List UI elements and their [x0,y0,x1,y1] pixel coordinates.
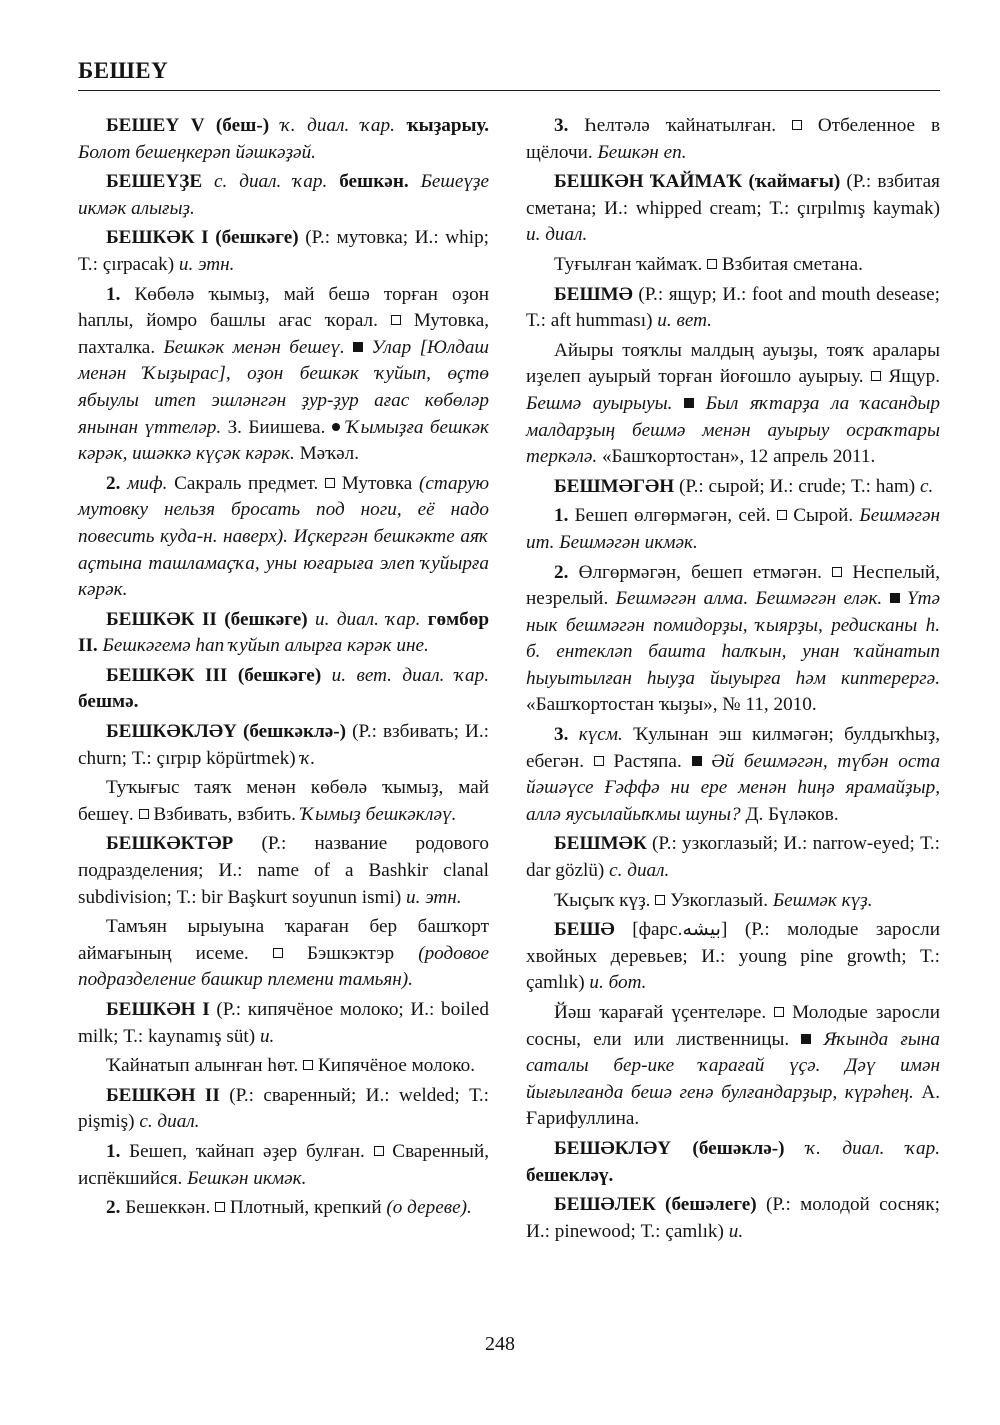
sense-2 [78,1195,489,1222]
example: Бешмәк күҙ. [772,889,873,911]
translation: Узкоглазый. [670,889,769,911]
sense-1 [526,503,940,556]
open-square-icon [139,809,149,819]
definition: Туҡығыс таяҡ менән көбөлә ҡымыҙ, май бешеү. [78,777,489,825]
translations: (Р.: ящур; И.: foot and mouth desease; Т.: aft humması) [526,283,940,332]
example: Бешмәгән алма. Бешмәгән еләк. [615,588,883,610]
translation-note: (родовое подразделение башкир племени тамьян). [78,942,490,991]
example: Болот бешеңкерәп йәшкәҙәй. [78,141,316,163]
translations: (Р.: взбитая сметана; И.: whipped cream; Т.: çırpılmış kaymak) [526,171,941,219]
translation: Кипячёное молоко. [317,1055,476,1077]
sense [526,1000,940,1133]
grammar-label: и. этн. [178,253,235,275]
translation: Мутовка, пахталка. [78,310,490,358]
left-column [78,113,489,1225]
translations: (Р.: название родового подразделения; И.: name of a Bashkir clanal subdivision; Т.: bir Başkurt soyunun ismi) [78,833,490,908]
translation: Бэшкэктэр [306,942,395,964]
sense [78,914,489,994]
open-square-icon [774,1007,784,1017]
entry-beshelek [526,1192,940,1245]
entry-beshmek [526,831,940,884]
headword: БЕШКӘК II (бешкәге) [106,608,308,630]
sense-2 [78,471,489,604]
cross-reference: бешекләү. [526,1164,614,1186]
translation: Мутовка [341,472,413,494]
entry-beshkeklev [78,719,489,772]
translation: Молодые заросли сосны, ели или лиственницы. [526,1002,940,1050]
bullet-icon [332,423,340,431]
open-square-icon [594,756,604,766]
grammar-label: и. этн. [406,886,462,908]
headword: БЕШКӘН I [106,999,210,1020]
sense-number: 1. [106,1140,121,1162]
sense-2 [526,560,940,720]
sense-1 [78,1139,489,1192]
entry-beshken-kaymak [526,169,940,249]
grammar-label: и. вет. диал. ҡар. [331,664,489,686]
translations: ] (Р.: молодые заросли хвойных деревьев; И.: young pine growth; Т.: çamlık) [526,919,941,994]
sense-number: 2. [106,472,121,494]
example: Бешкәгемә һап ҡуйып алырға кәрәк ине. [102,635,429,657]
definition: Ҡыҫыҡ күҙ. [554,889,651,911]
translation: Растяпа. [613,750,682,772]
header-rule [78,90,940,91]
grammar-label: ҡ. диал. ҡар. [280,115,395,136]
example: Бешкән икмәк. [187,1167,307,1189]
translations: (Р.: узкоглазый; И.: narrow-eyed; Т.: dar gözlü) [526,833,940,882]
sense [78,1053,489,1080]
open-square-icon [832,567,842,577]
definition: Тамъян ырыуына ҡараған бер башҡорт аймағының исеме. [78,916,489,964]
headword: БЕШӘ [554,919,615,941]
translation: Неспелый, незрелый. [526,561,940,610]
cross-reference: бешмә. [78,691,139,713]
sense [526,338,940,471]
translation-note: (старую мутовку нельзя бросать под ноги, её надо повесить куда-н. наверх). [78,472,489,547]
page-number: 248 [485,1333,515,1355]
example: Ҡымыҙ бешкәкләү. [300,803,457,825]
quotation-source: А. Ғарифуллина. [526,1081,940,1130]
example: Иҫкергән бешкәкте аяҡ аҫтына ташламаҫҡа, уны юғарыға элеп ҡуйырға кәрәк. [78,525,490,601]
open-square-icon [655,895,665,905]
right-column [526,113,940,1248]
filled-square-icon [801,1034,811,1044]
headword: БЕШКӘК III (бешкәге) [106,664,322,686]
open-square-icon [215,1202,225,1212]
example: Бешмә ауырыуы. [526,392,673,414]
headword: БЕШӘКЛӘҮ (бешәклә-) [554,1137,785,1159]
grammar-label: ҡ. диал. ҡар. [805,1137,940,1159]
running-header: БЕШЕҮ [78,58,169,83]
sense-number: 2. [554,561,569,583]
sense-number: 2. [106,1197,121,1219]
definition: Бешеп, ҡайнап әҙер булған. [129,1140,365,1162]
translations: (Р.: кипячёное молоко; И.: boiled milk; Т.: kaynamış süt) [78,999,489,1047]
grammar-label: миф. [127,472,168,494]
filled-square-icon [890,593,900,603]
translation: Плотный, крепкий [229,1197,382,1219]
definition: Туғылған ҡаймаҡ. [554,253,703,275]
cross-reference: бешкән. [339,171,409,193]
headword: БЕШКӘК I (бешкәге) [106,227,299,249]
open-square-icon [792,120,802,130]
headword: БЕШМӘ [554,283,633,305]
grammar-label: с. диал. [139,1111,200,1133]
translation: Сырой. [793,505,854,527]
definition: Бешеккән. [125,1197,211,1219]
entry-beshkek-iii [78,663,489,716]
quotation: Үтә нык бешмәгән помидорҙы, ҡыярҙы, редисканы һ. б. ентекләп башта һалҡын, унан ҡайнатып һыуытылған һыуҙа йыуырға һәм киптерергә. [526,588,941,689]
sense-number: 3. [554,724,569,746]
example: Бешкәк менән бешеү. [163,336,345,358]
grammar-label: күсм. [578,724,623,746]
example: Бешеүҙе икмәк алығыҙ. [78,171,489,219]
example: Бешкән еп. [597,141,687,163]
grammar-label: с. диал. [609,860,670,882]
entry-beshkek-i [78,225,489,278]
sense [526,252,940,279]
quotation: Улар [Юлдаш менән Ҡыҙырас], оҙон бешкәк ҡуйып, өҫтө ябыулы итеп эшләнгән ҙур-ҙур ағас көбөләр янынан үттеләр. [78,336,490,438]
headword: БЕШКӘН ҠАЙМАҠ (ҡаймағы) [554,171,841,193]
headword: БЕШМӘГӘН [554,475,675,497]
entry-beshken-ii [78,1083,489,1136]
definition: Айыры тояҡлы малдың ауыҙы, тояҡ аралары иҙелеп ауырый торған йоғошло ауырыу. [526,339,940,388]
grammar-label: и. диал. [526,224,588,246]
quotation-source: Д. Бүләков. [745,803,839,825]
definition: Өлгөрмәгән, бешеп етмәгән. [578,561,822,583]
quotation-source: «Башҡортостан ҡыҙы», № 11, 2010. [526,694,817,716]
cross-reference: ҡыҙарыу. [406,115,490,136]
entry-beshkekter [78,831,489,911]
sense-1 [78,282,489,468]
headword: БЕШКӘН II [106,1084,220,1106]
translations: (Р.: сваренный; И.: welded; Т.: pişmiş) [78,1084,489,1133]
headword: БЕШКӘКЛӘҮ (бешкәклә-) [106,721,347,743]
entry-beshme [526,282,940,335]
grammar-label: с. диал. ҡар. [214,171,328,193]
open-square-icon [303,1060,313,1070]
quotation-source: З. Биишева. [227,416,326,438]
definition: Ҡулынан эш килмәгән; булдыҡһыҙ, ебегән. [526,724,941,772]
grammar-label: и. вет. [657,310,712,332]
headword: БЕШЕҮ V (беш-) [106,115,270,136]
translations: (Р.: мутовка; И.: whip; Т.: çırpacak) [78,227,489,275]
sense-3 [526,113,940,166]
sense [78,775,489,828]
translations: (Р.: взбивать; И.: churn; Т.: çırpıp köpürtmek) [78,721,489,769]
sense [526,888,940,915]
entry-beshkek-ii [78,607,489,660]
open-square-icon [273,948,283,958]
headword: БЕШМӘК [554,833,647,855]
open-square-icon [777,510,787,520]
example: Бешмәгән ит. Бешмәгән икмәк. [526,505,941,553]
sense-number: 1. [554,505,569,527]
sense-3 [526,722,940,828]
grammar-label: и. бот. [589,972,647,994]
definition: Сакраль предмет. [174,472,319,494]
filled-square-icon [353,342,363,352]
definition: Йәш ҡарағай үҫентеләре. [554,1002,767,1023]
quotation: Был яҡтарҙа ла ҡасандыр малдарҙың бешмә менән ауырыу осраҡтары теркәлә. [526,392,940,468]
translation-note: (о дереве). [386,1197,472,1219]
definition: Һелтәлә ҡайнатылған. [584,115,777,136]
definition: Бешеп өлгөрмәгән, сей. [574,505,771,527]
open-square-icon [391,315,401,325]
translations: (Р.: сырой; И.: crude; Т.: ham) [678,475,916,497]
translations: (Р.: молодой сосняк; И.: pinewood; Т.: çamlık) [526,1194,940,1242]
sense-number: 3. [554,115,569,136]
grammar-label: и. диал. ҡар. [315,608,421,630]
entry-beshekliev [526,1136,940,1189]
etymology-open: [фарс. [632,919,683,941]
quotation-source: «Башҡортостан», 12 апрель 2011. [601,446,876,468]
entry-beshmegen [526,474,940,501]
open-square-icon [707,259,717,269]
cross-reference: гөмбөр II. [78,608,490,657]
headword: БЕШКӘКТӘР [106,833,234,855]
open-square-icon [871,371,881,381]
definition: Ҡайнатып алынған һөт. [106,1055,299,1077]
entry-beshe [526,917,940,997]
grammar-label: и. [259,1025,275,1047]
open-square-icon [374,1146,384,1156]
grammar-label: ҡ. [300,747,316,769]
proverb: Ҡымыҙға бешкәк кәрәк, ишәккә күҫәк кәрәк. [78,416,489,465]
definition: Көбөлә ҡымыҙ, май бешә торған оҙон һаплы, йомро башлы ағас ҡорал. [78,283,490,332]
filled-square-icon [684,398,694,408]
translation: Отбеленное в щёлочи. [526,115,940,163]
grammar-label: и. [728,1220,744,1242]
entry-beshevze [78,169,489,222]
grammar-label: с. [920,475,934,497]
headword: БЕШЕҮҘЕ [106,171,203,193]
quotation: Яҡында ғына саталы бер-ике ҡарағай үҫә. Дәү имән йығылғанда бешә генә булғандарҙыр, күрәһең. [526,1028,941,1103]
entry-beshken-i [78,997,489,1050]
translation: Сваренный, испёкшийся. [78,1140,490,1189]
translation: Ящур. [888,366,940,388]
open-square-icon [325,478,335,488]
proverb-source: Мәҡәл. [299,443,360,465]
entry-beshev-v [78,113,489,166]
quotation: Әй бешмәгән, түбән оста йәшәүсе Ғәффә ни ере менән һиңә ярамайҙыр, аллә яусылайыҡмы шуны? [526,750,941,825]
filled-square-icon [692,756,702,766]
arabic-etymon: بيشه [682,919,722,941]
translation: Взбитая сметана. [721,253,863,275]
headword: БЕШӘЛЕК (бешәлеге) [554,1194,757,1216]
sense-number: 1. [106,283,121,305]
translation: Взбивать, взбить. [153,803,296,825]
